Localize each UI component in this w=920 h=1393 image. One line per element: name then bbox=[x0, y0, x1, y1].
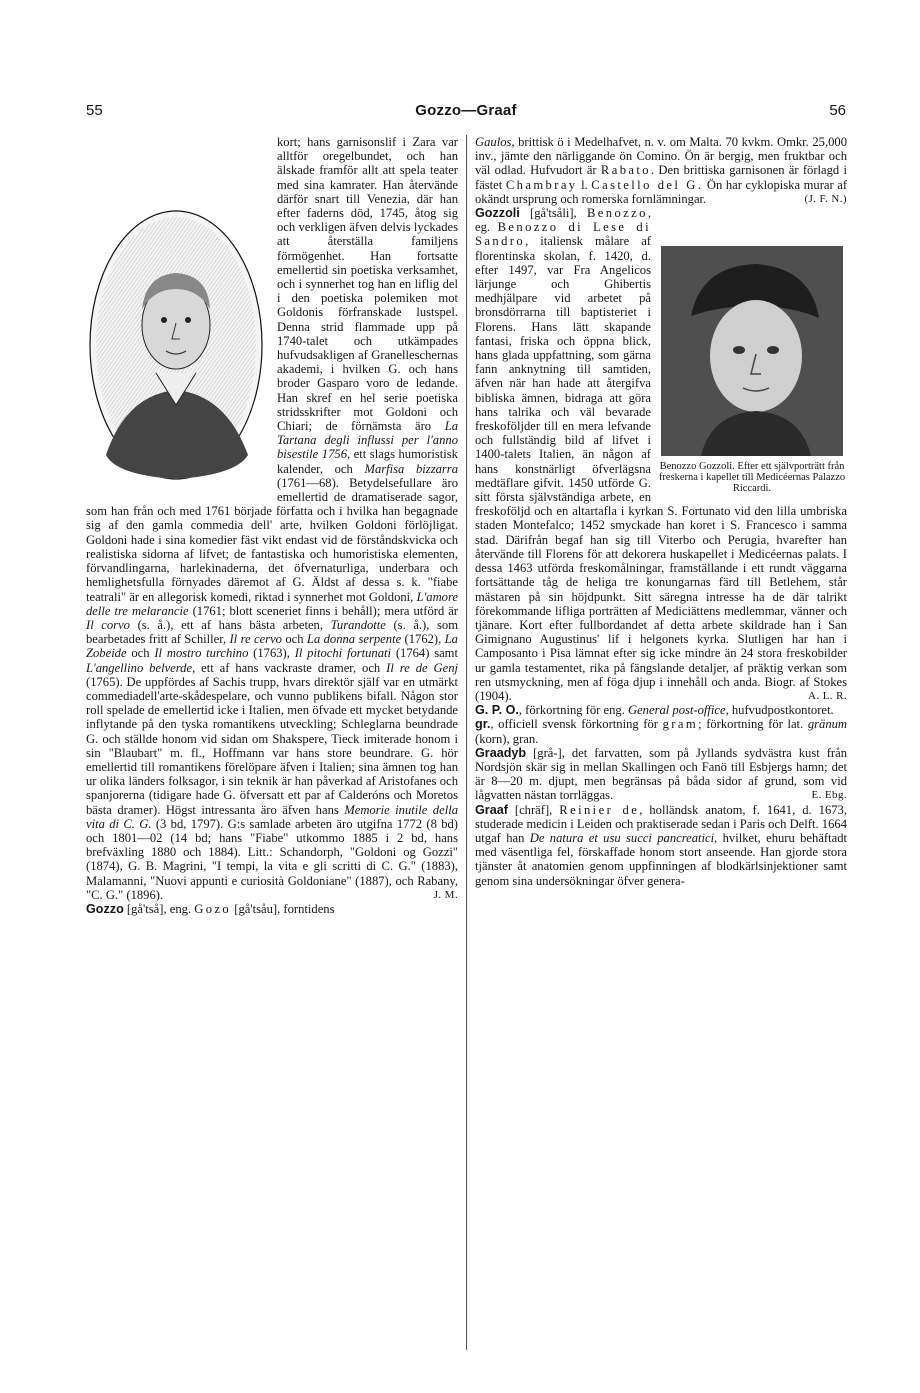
running-head: Gozzo—Graaf bbox=[415, 102, 517, 119]
entry-gozzo-continued: Gaulos, brittisk ö i Medelhafvet, n. v. om Malta. 70 kvkm. Omkr. 25,000 inv., jämte den närliggande ön Comino. Ön är bergig, men fruktbar och väl odlad. Hufvudort är Rabato. Den brittiska garnisonen är förlagd i fästet Chambray l. Castello del G. Ön har cyklopiska murar af okändt ursprung och romerska fornlämningar. (J. F. N.) bbox=[475, 135, 848, 206]
figure-caption: Benozzo Gozzoli. Efter ett självporträtt från freskerna i kapellet till Medicéernas Palazzo Riccardi. bbox=[658, 461, 846, 495]
page-number-right: 56 bbox=[829, 102, 846, 119]
headword-gpo: G. P. O. bbox=[475, 703, 519, 718]
signature-jfn: (J. F. N.) bbox=[804, 192, 847, 205]
entry-gozzi-continued: kort; hans garnisonslif i Zara var alltför oregelbundet, och han älskade framför allt att spela teater med sina kamrater. Han återvände därför snart till Venezia, där han efter faderns död, 1745, åtog sig och verkligen äfven delvis lyckades att återställa familjens förmögenhet. Han fortsatte emellertid sin poetiska verksamhet, och i synnerhet tog han en liflig del i den poetiska polemiken mot Goldonis förfranskade lustspel. Denna strid flammade upp på 1740-talet och utkämpades hufvudsakligen af Granelleschernas akademi, i hvilken G. och hans broder Gasparo voro de ledande. Han skref en hel serie poetiska stridsskrifter mot Goldoni och Chiari; de förnämsta äro La Tartana degli influssi per l'anno bisestile 1756, ett slags humoristisk kalender, och Marfisa bizzarra (1761—68). Betydelsefullare äro emellertid de dramatiserade sagor, som han från och med 1761 började författa och i hvilka han begagnade sig af den gamla commedia dell' arte, hvilken Goldoni förlöjligat. Goldoni hade i sina komedier fäst vikt endast vid de förståndskvicka och realistiska sidorna af lifvet; de fantastiska och humoristiska elementen, förvandlingarna, harlekinaderna, det öfvernaturliga, underbara och hemlighetsfulla förnyades däremot af G. Äldst af dessa s. k. "fiabe teatrali" är en allegorisk komedi, riktad i synnerhet mot Goldoni, L'amore delle tre melarancie (1761; blott sceneriet finns i behåll); mera utförd är Il corvo (s. å.), ett af hans bästa arbeten, Turandotte (s. å.), som bearbetades fritt af Schiller, Il re cervo och La donna serpente (1762), La Zobeide och Il mostro turchino (1763), Il pitochi fortunati (1764) samt L'angellino belverde, ett af hans vackraste dramer, och Il re de Genj (1765). De uppfördes af Sachis trupp, hvars direktör själf var en utmärkt commediadell'arte-skådespelare, och vunno publikens bifall. Någon stor roll spelade de emellertid icke i Italien, men öfvade ett mycket betydande inflytande på den tyska romantikens utveckling; Schleglarna beundrade G. och ställde honom vid sidan om Shakspere, Tieck imiterade honom i sin "Blaubart" m. fl., Hoffmann var hans store beundrare. G. hör emellertid till romantikens förelöpare äfven i Italien; sina ämnen tog han ur olika länders folksagor, i sin teknik är han påverkad af Aristofanes och spanjorerna (tidigare hade G. öfversatt ett par af Calderóns och Moretos bästa dramer). Högst intressanta äro äfven hans Memorie inutile della vita di C. G. (3 bd, 1797). G:s samlade arbeten äro utgifna 1772 (8 bd) och 1801—02 (14 bd; hans "Fiabe" utkommo 1885 i 2 bd, hans brefväxling 1880 och 1884). Litt.: Schandorph, "Goldoni og Gozzi" (1874), G. B. Magrini, "I tempi, la vita e gli scritti di C. G." (1883), Malamanni, "Nuovi appunti e curiosità Goldoniane" (1887), och Rabany, "C. G." (1896). J. M. bbox=[86, 135, 458, 902]
column-divider bbox=[466, 135, 467, 1350]
portrait-oval-engraving bbox=[86, 205, 271, 499]
left-column bbox=[86, 135, 458, 916]
signature-eebg: E. Ebg. bbox=[811, 789, 847, 802]
entry-graadyb: Graadyb [grå-], det farvatten, som på Jyllands sydvästra kust från Nordsjön skär sig in mellan Skallingen och Fanö till Esbjergs hamn; det är 8—20 m. djupt, men begränsas på båda sidor af grund, som vid lågvatten nästan torrläggas. E. Ebg. bbox=[475, 745, 847, 803]
headword-gozzo: Gozzo bbox=[86, 901, 124, 916]
entry-gozzoli: Benozzo Gozzoli. Efter ett självporträtt från freskerna i kapellet till Medicéernas Palazzo Riccardi. Gozzoli [gå'tsåli], Benozzo, eg. Benozzo di Lese di Sandro, italiensk målare af florentinska skolan, f. 1420, d. efter 1497, var Fra Angelicos lärjunge och Ghibertis medhjälpare vid arbetet på bronsdörrarna till baptisteriet i Florens. Hans lätt skapande fantasi, friska och öppna blick, hans glada uppfattning, som gärna fann anknytning till samtiden, äfven när han hade att återgifva bibliska ämnen, bidraga att göra hans talrika och väl bevarade freskoföljder till en mera lefvande och fullständig bild af lifvet i 1400-talets Italien, än någon af hans konstnärligt öfverlägsna medtäflare gifvit. 1450 utförde G. sitt första självständiga arbete, en freskoföljd och en altartafla i kyrkan S. Fortunato vid den lilla umbriska staden Montefalco; 1452 smyckade han koret i S. Francesco i samma stad. Därifrån begaf han sig till Viterbo och Perugia, hvarefter han återvände till Florens för att dekorera huskapellet i Medicéernas palats. I dessa 1463 utförda freskomålningar, framställande i ett rundt väggarna fortsättande tåg de heliga tre konungarnas färd till Betlehem, står mästaren på sin höjdpunkt. Sitt säregna intresse ha de där talrikt förekommande lifliga porträtten af Mediciättens medlemmar, vänner och tjänare. Kort efter fullbordandet af detta arbete skildrade han i San Gimignano Augustinus' lif i helgonets kyrka. Slutligen har han i Camposanto i Pisa lämnat efter sig icke mindre än 24 stora freskobilder ur gamla testamentet, rika på fängslande detaljer, af präktig verkan som ren utsmyckning, men af föga djup i innehåll och anda. Biogr. af Stokes (1904). A. L. R. bbox=[475, 206, 847, 703]
entry-graaf: Graaf [chräf], Reinier de, holländsk anatom, f. 1641, d. 1673, studerade medicin i Leiden och praktiserade sedan i Paris och Delft. 1664 utgaf han De natura et usu succi pancreatici, hvilket, ehuru behäftadt med väsentliga fel, förskaffade honom stort anseende. Han gjorde stora tjänster åt anatomien genom uppfinningen af blodkärlsinjektioner samt genom sina undersökningar öfver genera- bbox=[475, 802, 847, 888]
headword-gozzoli: Gozzoli bbox=[475, 206, 520, 221]
portrait-carlo-gozzi bbox=[86, 205, 271, 499]
entry-gozzo: Gozzo [gå'tså], eng. Gozo [gå'tsåu], forntidens bbox=[86, 901, 335, 916]
running-header bbox=[86, 102, 846, 122]
signature-jm: J. M. bbox=[433, 888, 458, 901]
signature-alr: A. L. R. bbox=[808, 689, 847, 702]
headword-graadyb: Graadyb bbox=[475, 745, 527, 760]
headword-graaf: Graaf bbox=[475, 802, 508, 817]
entry-gpo: G. P. O., förkortning för eng. General post-office, hufvudpostkontoret. bbox=[475, 703, 834, 718]
headword-gr: gr. bbox=[475, 717, 491, 732]
page-number-left: 55 bbox=[86, 102, 103, 119]
right-column bbox=[475, 135, 847, 888]
portrait-benozzo-gozzoli bbox=[657, 246, 847, 494]
entry-gr: gr., officiell svensk förkortning för gram; förkortning för lat. gränum (korn), gran. bbox=[475, 717, 848, 746]
fresco-portrait-image bbox=[661, 246, 843, 456]
